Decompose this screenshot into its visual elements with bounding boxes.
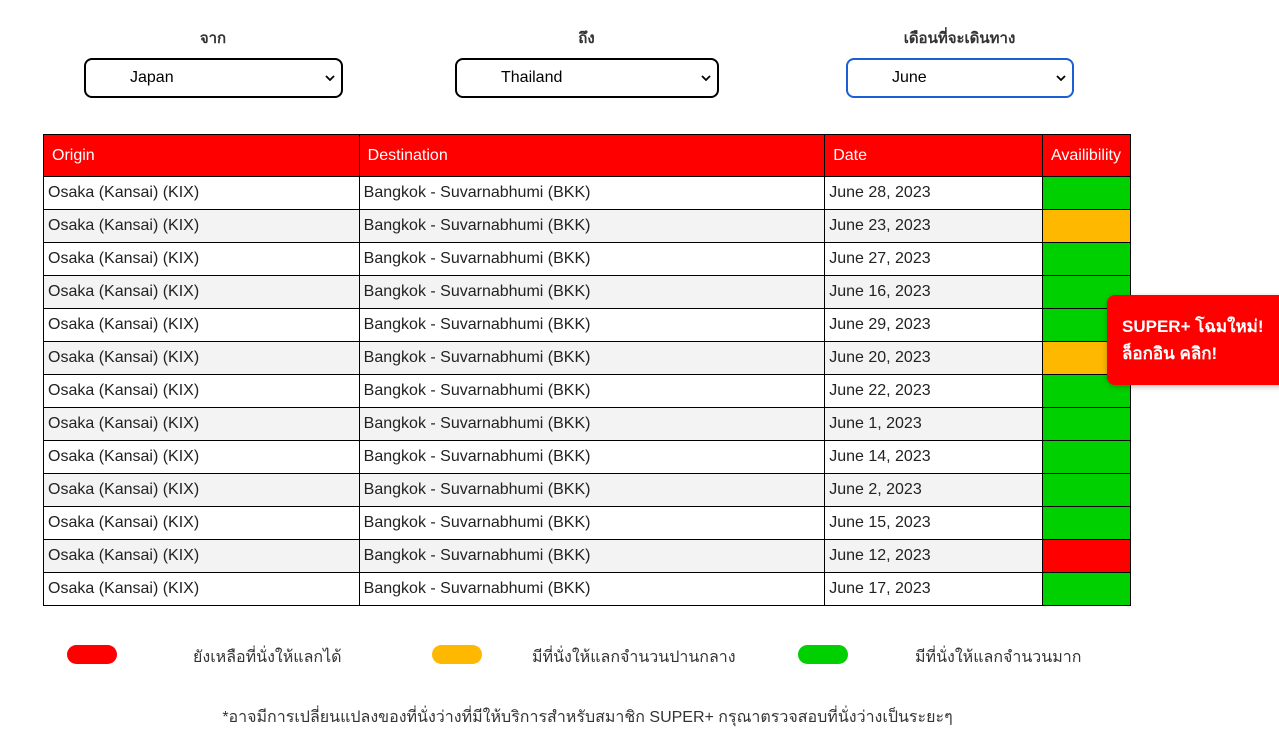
origin-cell: Osaka (Kansai) (KIX): [44, 540, 360, 573]
from-select[interactable]: [84, 58, 343, 98]
date-cell: June 27, 2023: [825, 243, 1043, 276]
table-row: [44, 573, 1131, 606]
table-row: [44, 441, 1131, 474]
availability-cell: [1042, 408, 1130, 441]
availability-cell: [1042, 177, 1130, 210]
destination-cell: Bangkok - Suvarnabhumi (BKK): [359, 441, 825, 474]
destination-cell: Bangkok - Suvarnabhumi (BKK): [359, 474, 825, 507]
origin-cell: Osaka (Kansai) (KIX): [44, 309, 360, 342]
date-cell: June 20, 2023: [825, 342, 1043, 375]
date-cell: June 1, 2023: [825, 408, 1043, 441]
chevron-down-icon: [324, 72, 336, 84]
to-label: ถึง: [578, 30, 595, 47]
destination-cell: Bangkok - Suvarnabhumi (BKK): [359, 342, 825, 375]
legend-low-swatch: [67, 645, 117, 664]
availability-cell: [1042, 474, 1130, 507]
date-cell: June 29, 2023: [825, 309, 1043, 342]
availability-cell: [1042, 243, 1130, 276]
legend-high-swatch: [798, 645, 848, 664]
table-row: [44, 177, 1131, 210]
availability-cell: [1042, 210, 1130, 243]
origin-cell: Osaka (Kansai) (KIX): [44, 408, 360, 441]
table-row: [44, 276, 1131, 309]
month-select-value: June: [892, 69, 927, 86]
date-cell: June 23, 2023: [825, 210, 1043, 243]
destination-cell: Bangkok - Suvarnabhumi (BKK): [359, 375, 825, 408]
super-plus-promo-button[interactable]: [1107, 295, 1279, 385]
table-row: [44, 474, 1131, 507]
footnote: *อาจมีการเปลี่ยนแปลงของที่นั่งว่างที่มีให้บริการสำหรับสมาชิก SUPER+ กรุณาตรวจสอบที่นั่งว่างเป็นระยะๆ: [222, 709, 953, 726]
origin-cell: Osaka (Kansai) (KIX): [44, 342, 360, 375]
from-select-value: Japan: [130, 69, 174, 86]
destination-cell: Bangkok - Suvarnabhumi (BKK): [359, 309, 825, 342]
destination-cell: Bangkok - Suvarnabhumi (BKK): [359, 408, 825, 441]
availability-cell: [1042, 540, 1130, 573]
date-cell: June 14, 2023: [825, 441, 1043, 474]
destination-cell: Bangkok - Suvarnabhumi (BKK): [359, 507, 825, 540]
origin-cell: Osaka (Kansai) (KIX): [44, 276, 360, 309]
legend-medium-label: มีที่นั่งให้แลกจำนวนปานกลาง: [532, 649, 736, 666]
destination-cell: Bangkok - Suvarnabhumi (BKK): [359, 276, 825, 309]
origin-cell: Osaka (Kansai) (KIX): [44, 210, 360, 243]
legend-medium-swatch: [432, 645, 482, 664]
to-select[interactable]: [455, 58, 719, 98]
destination-cell: Bangkok - Suvarnabhumi (BKK): [359, 210, 825, 243]
availability-table: [43, 134, 1131, 606]
availability-cell: [1042, 507, 1130, 540]
origin-cell: Osaka (Kansai) (KIX): [44, 507, 360, 540]
origin-cell: Osaka (Kansai) (KIX): [44, 177, 360, 210]
date-cell: June 28, 2023: [825, 177, 1043, 210]
table-row: [44, 540, 1131, 573]
legend-low-label: ยังเหลือที่นั่งให้แลกได้: [193, 649, 342, 666]
table-row: [44, 375, 1131, 408]
header-availability: Availibility: [1042, 135, 1130, 177]
destination-cell: Bangkok - Suvarnabhumi (BKK): [359, 177, 825, 210]
destination-cell: Bangkok - Suvarnabhumi (BKK): [359, 540, 825, 573]
promo-line-2: ล็อกอิน คลิก!: [1122, 344, 1218, 363]
origin-cell: Osaka (Kansai) (KIX): [44, 441, 360, 474]
chevron-down-icon: [1055, 72, 1067, 84]
header-destination: Destination: [359, 135, 825, 177]
header-origin: Origin: [44, 135, 360, 177]
origin-cell: Osaka (Kansai) (KIX): [44, 573, 360, 606]
origin-cell: Osaka (Kansai) (KIX): [44, 243, 360, 276]
date-cell: June 22, 2023: [825, 375, 1043, 408]
origin-cell: Osaka (Kansai) (KIX): [44, 474, 360, 507]
table-header-row: [44, 135, 1131, 177]
availability-cell: [1042, 573, 1130, 606]
table-row: [44, 507, 1131, 540]
month-select[interactable]: [846, 58, 1074, 98]
date-cell: June 2, 2023: [825, 474, 1043, 507]
destination-cell: Bangkok - Suvarnabhumi (BKK): [359, 573, 825, 606]
date-cell: June 12, 2023: [825, 540, 1043, 573]
availability-cell: [1042, 441, 1130, 474]
table-row: [44, 243, 1131, 276]
month-label: เดือนที่จะเดินทาง: [903, 30, 1016, 47]
legend-high-label: มีที่นั่งให้แลกจำนวนมาก: [915, 649, 1082, 666]
date-cell: June 16, 2023: [825, 276, 1043, 309]
promo-line-1: SUPER+ โฉมใหม่!: [1122, 317, 1264, 336]
from-label: จาก: [199, 30, 227, 47]
table-row: [44, 408, 1131, 441]
table-row: [44, 342, 1131, 375]
date-cell: June 17, 2023: [825, 573, 1043, 606]
chevron-down-icon: [700, 72, 712, 84]
destination-cell: Bangkok - Suvarnabhumi (BKK): [359, 243, 825, 276]
table-row: [44, 210, 1131, 243]
table-row: [44, 309, 1131, 342]
header-date: Date: [825, 135, 1043, 177]
origin-cell: Osaka (Kansai) (KIX): [44, 375, 360, 408]
date-cell: June 15, 2023: [825, 507, 1043, 540]
to-select-value: Thailand: [501, 69, 563, 86]
